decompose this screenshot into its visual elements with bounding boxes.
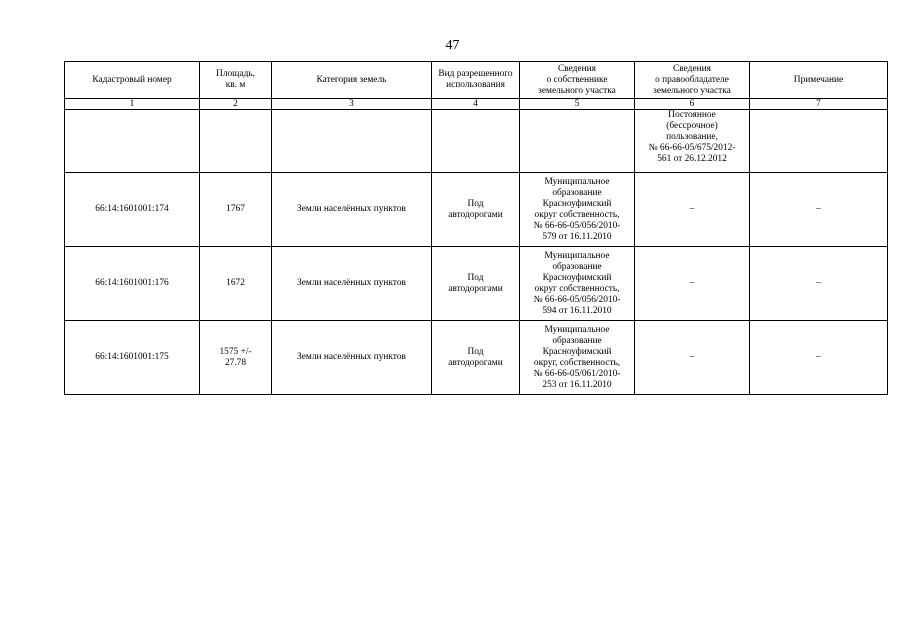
- header-land-category: Категория земель: [272, 62, 432, 99]
- cell-permitted-use: Под автодорогами: [432, 247, 520, 321]
- column-number-owner-info: 5: [520, 99, 635, 110]
- header-permitted-use: Вид разрешенного использования: [432, 62, 520, 99]
- cell-cadastral-number: 66:14:1601001:176: [65, 247, 200, 321]
- header-right-holder-info: Сведения о правообладателе земельного участка: [635, 62, 750, 99]
- cell-right-holder-info: –: [635, 247, 750, 321]
- continuation-row: [65, 110, 888, 173]
- column-number-right-holder-info: 6: [635, 99, 750, 110]
- cell-note: –: [750, 321, 888, 395]
- column-number-row: [65, 99, 888, 110]
- cell-note: –: [750, 247, 888, 321]
- table-row: [65, 247, 888, 321]
- cell-area: 1672: [200, 247, 272, 321]
- cell-owner-info: Муниципальное образование Красноуфимский округ собственность, № 66-66-05/056/2010- 579 от 16.11.2010: [520, 173, 635, 247]
- header-note: Примечание: [750, 62, 888, 99]
- cell-owner-info: Муниципальное образование Красноуфимский округ собственность, № 66-66-05/056/2010- 594 от 16.11.2010: [520, 247, 635, 321]
- column-number-note: 7: [750, 99, 888, 110]
- cell-area: 1767: [200, 173, 272, 247]
- cell-cadastral-number: 66:14:1601001:175: [65, 321, 200, 395]
- page-number: 47: [445, 38, 460, 53]
- cell-area: 1575 +/- 27.78: [200, 321, 272, 395]
- cell-permitted-use: [432, 110, 520, 173]
- cell-owner-info: Муниципальное образование Красноуфимский округ, собственность, № 66-66-05/061/2010- 253 от 16.11.2010: [520, 321, 635, 395]
- cell-right-holder-info: –: [635, 321, 750, 395]
- column-number-cadastral-number: 1: [65, 99, 200, 110]
- column-number-permitted-use: 4: [432, 99, 520, 110]
- table-header-row: [65, 62, 888, 99]
- cell-right-holder-info: Постоянное (бессрочное) пользование, № 66-66-05/675/2012- 561 от 26.12.2012: [635, 110, 750, 173]
- table-row: [65, 173, 888, 247]
- cell-right-holder-info: –: [635, 173, 750, 247]
- cell-note: –: [750, 173, 888, 247]
- cell-land-category: Земли населённых пунктов: [272, 321, 432, 395]
- header-cadastral-number: Кадастровый номер: [65, 62, 200, 99]
- cell-note: [750, 110, 888, 173]
- cell-permitted-use: Под автодорогами: [432, 321, 520, 395]
- table-row: [65, 321, 888, 395]
- cell-area: [200, 110, 272, 173]
- cell-cadastral-number: 66:14:1601001:174: [65, 173, 200, 247]
- cell-land-category: Земли населённых пунктов: [272, 247, 432, 321]
- header-owner-info: Сведения о собственнике земельного участка: [520, 62, 635, 99]
- header-area: Площадь, кв. м: [200, 62, 272, 99]
- column-number-area: 2: [200, 99, 272, 110]
- cell-owner-info: [520, 110, 635, 173]
- column-number-land-category: 3: [272, 99, 432, 110]
- land-registry-table: [64, 61, 888, 395]
- table-body: [65, 110, 888, 395]
- cell-land-category: Земли населённых пунктов: [272, 173, 432, 247]
- cell-land-category: [272, 110, 432, 173]
- cell-cadastral-number: [65, 110, 200, 173]
- cell-permitted-use: Под автодорогами: [432, 173, 520, 247]
